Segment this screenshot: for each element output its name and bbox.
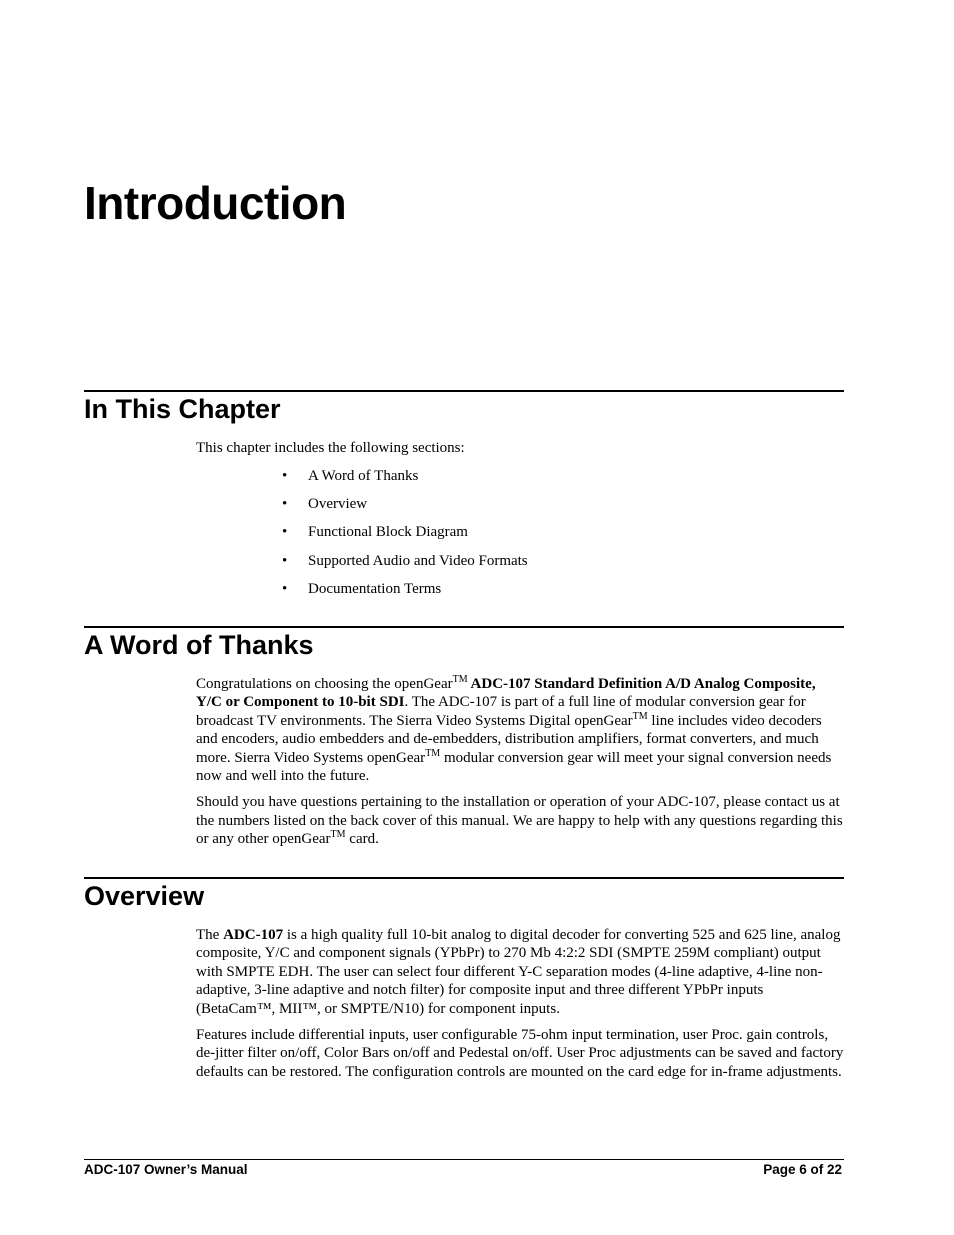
overview-paragraph-2: Features include differential inputs, user configurable 75-ohm input termination, user Proc. gain controls, de-jitter filter on/off, Color Bars on/off and Pedestal on/off. User Proc adjustments can be saved and factory defaults can be restored. The configuration controls are mounted on the card edge for in-frame adjustments.	[196, 1027, 844, 1080]
list-item[interactable]: • A Word of Thanks	[282, 466, 528, 494]
bullet-icon: •	[282, 496, 288, 513]
heading-in-this-chapter: In This Chapter	[84, 394, 281, 424]
thanks-body	[196, 675, 844, 849]
bullet-icon: •	[282, 552, 288, 569]
overview-body	[196, 926, 844, 1081]
section-rule	[84, 390, 844, 392]
in-this-chapter-intro: This chapter includes the following sections:	[196, 440, 465, 456]
heading-word-of-thanks: A Word of Thanks	[84, 630, 314, 660]
footer-rule	[84, 1159, 844, 1160]
list-item[interactable]: • Documentation Terms	[282, 579, 528, 607]
section-list	[282, 466, 528, 607]
footer-title: ADC-107 Owner’s Manual	[84, 1162, 248, 1177]
bullet-icon: •	[282, 580, 288, 597]
list-item[interactable]: • Functional Block Diagram	[282, 522, 528, 550]
section-rule	[84, 877, 844, 879]
section-rule	[84, 626, 844, 628]
page-number: Page 6 of 22	[763, 1162, 842, 1177]
list-item[interactable]: • Supported Audio and Video Formats	[282, 551, 528, 579]
bullet-icon: •	[282, 524, 288, 541]
bullet-icon: •	[282, 468, 288, 484]
heading-overview: Overview	[84, 881, 205, 911]
thanks-paragraph-1: Congratulations on choosing the openGear™ ADC-107 Standard Definition A/D Analog Composite, Y/C or Component to 10-bit SDI. The ADC-107 is part of a full line of modular conversion gear for broadcast TV environments. The Sierra Video Systems Digital openGear™ line includes video decoders and encoders, audio embedders and de-embedders, distribution amplifiers, format converters, and much more. Sierra Video Systems openGear™ modular conversion gear will meet your signal conversion needs now and well into the future.	[196, 674, 832, 785]
chapter-title: Introduction	[84, 177, 347, 229]
overview-paragraph-1: The ADC-107 is a high quality full 10-bit analog to digital decoder for converting 525 and 625 line, analog composite, Y/C and component signals (YPbPr) to 270 Mb 4:2:2 SDI (SMPTE 259M compliant) output with SMPTE EDH. The user can select four different Y-C separation modes (4-line adaptive, 4-line non-adaptive, 3-line adaptive and notch filter) for composite input and three different YPbPr inputs (BetaCam™, MII™, or SMPTE/N10) for component inputs.	[196, 927, 841, 1017]
thanks-paragraph-2: Should you have questions pertaining to the installation or operation of your ADC-107, please contact us at the numbers listed on the back cover of this manual. We are happy to help with any questions regarding this or any other openGear™ card.	[196, 794, 843, 848]
list-item[interactable]: • Overview	[282, 494, 528, 522]
